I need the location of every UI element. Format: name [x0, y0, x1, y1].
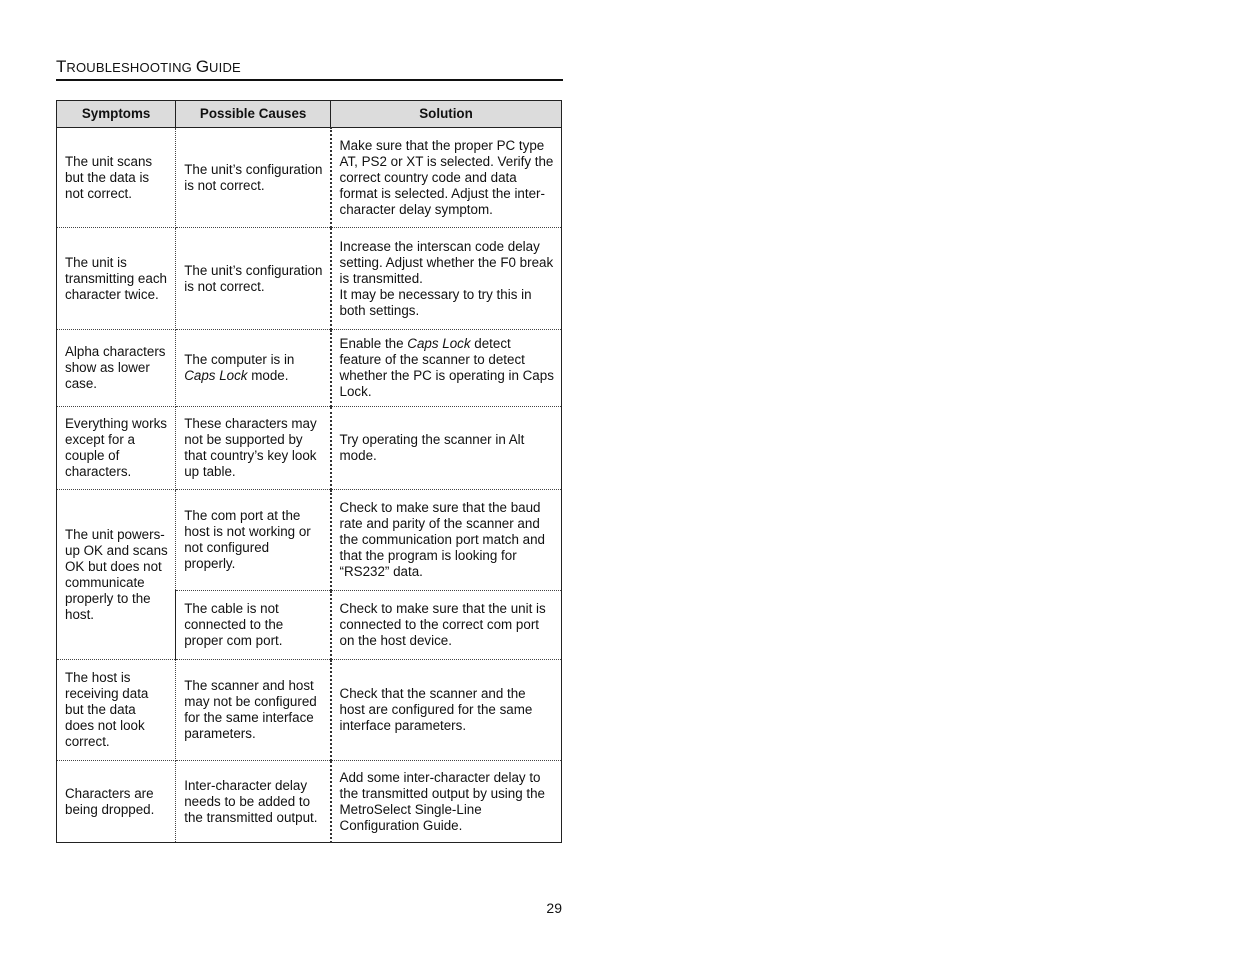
troubleshooting-table: [56, 100, 562, 843]
cause-cell: The unit’s configuration is not correct.: [176, 228, 331, 330]
table-row: [57, 330, 562, 407]
cause-cell: The unit’s configuration is not correct.: [176, 128, 331, 228]
cause-text: mode.: [247, 368, 289, 383]
table-row: [57, 761, 562, 843]
symptom-cell: The unit is transmitting each character twice.: [57, 228, 176, 330]
header-symptoms: Symptoms: [57, 101, 176, 128]
solution-text: It may be necessary to try this in both settings.: [339, 286, 532, 318]
page-title: TROUBLESHOOTING GUIDE: [56, 57, 563, 81]
solution-cell: Try operating the scanner in Alt mode.: [331, 407, 562, 490]
header-possible-causes: Possible Causes: [176, 101, 331, 128]
symptom-cell: The unit scans but the data is not correct.: [57, 128, 176, 228]
table-row: [57, 490, 562, 591]
symptom-cell: The host is receiving data but the data does not look correct.: [57, 660, 176, 761]
cause-cell: The com port at the host is not working or not configured properly.: [176, 490, 331, 591]
solution-cell: Make sure that the proper PC type AT, PS2 or XT is selected. Verify the correct country code and data format is selected. Adjust the inter-character delay symptom.: [331, 128, 562, 228]
symptom-cell: The unit powers-up OK and scans OK but does not communicate properly to the host.: [57, 490, 176, 660]
symptom-cell: Alpha characters show as lower case.: [57, 330, 176, 407]
table-row: [57, 128, 562, 228]
cause-cell: The scanner and host may not be configured for the same interface parameters.: [176, 660, 331, 761]
solution-cell: [331, 330, 562, 407]
symptom-cell: Characters are being dropped.: [57, 761, 176, 843]
cause-cell: [176, 330, 331, 407]
solution-cell: Check that the scanner and the host are configured for the same interface parameters.: [331, 660, 562, 761]
cause-cell: Inter-character delay needs to be added to the transmitted output.: [176, 761, 331, 843]
solution-text: detect feature of the scanner to detect whether the PC is operating in Caps Lock.: [339, 336, 554, 399]
table-row: [57, 228, 562, 330]
solution-cell: Check to make sure that the baud rate and parity of the scanner and the communication port match and that the program is looking for “RS232” data.: [331, 490, 562, 591]
table-header-row: [57, 101, 562, 128]
caps-lock-term: Caps Lock: [407, 336, 471, 351]
solution-cell: [331, 228, 562, 330]
solution-text: Increase the interscan code delay setting. Adjust whether the F0 break is transmitted.: [339, 238, 554, 286]
cause-cell: These characters may not be supported by that country’s key look up table.: [176, 407, 331, 490]
cause-cell: The cable is not connected to the proper com port.: [176, 591, 331, 660]
solution-cell: Check to make sure that the unit is connected to the correct com port on the host device.: [331, 591, 562, 660]
cause-text: The computer is in: [184, 352, 295, 367]
symptom-cell: Everything works except for a couple of characters.: [57, 407, 176, 490]
table-row: [57, 407, 562, 490]
page-number: 29: [546, 900, 562, 916]
table-row: [57, 660, 562, 761]
caps-lock-term: Caps Lock: [184, 368, 248, 383]
header-solution: Solution: [331, 101, 562, 128]
solution-text: Enable the: [339, 336, 408, 351]
solution-cell: Add some inter-character delay to the transmitted output by using the MetroSelect Single-Line Configuration Guide.: [331, 761, 562, 843]
